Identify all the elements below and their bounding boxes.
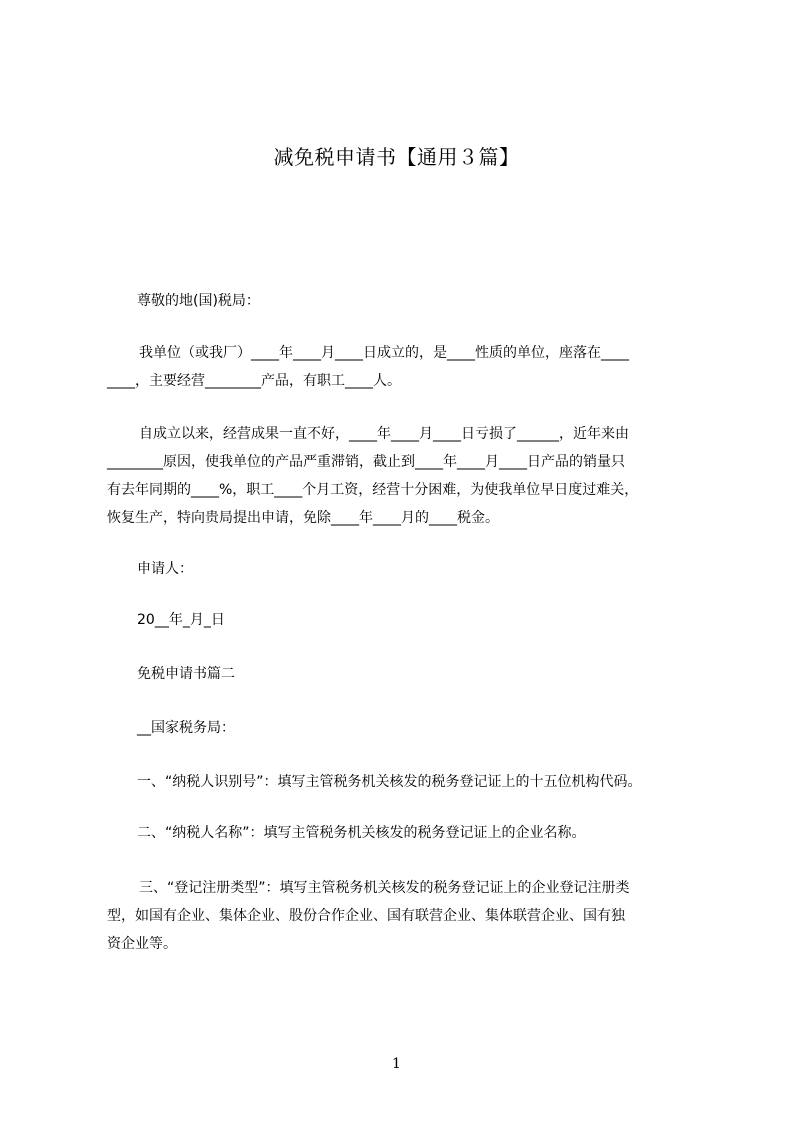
paragraph2-line1: 自成立以来，经营成果一直不好，____年____月____日亏损了______，近年来由 xyxy=(139,426,629,442)
section2-salutation: __国家税务局： xyxy=(137,720,235,736)
item3-line1: 三、“登记注册类型”：填写主管税务机关核发的税务登记证上的企业登记注册类 xyxy=(139,880,630,896)
item3-line3: 资企业等。 xyxy=(107,936,177,952)
item2-text: 二、“纳税人名称”：填写主管税务机关核发的税务登记证上的企业名称。 xyxy=(137,825,586,841)
item3-line2: 型，如国有企业、集体企业、股份合作企业、国有联营企业、集体联营企业、国有独 xyxy=(107,908,625,924)
page-number: 1 xyxy=(392,1056,401,1072)
salutation: 尊敬的地(国)税局： xyxy=(137,293,260,309)
paragraph2-line2: ________原因，使我单位的产品严重滞销，截止到____年____月____日产品的销量只 xyxy=(107,454,625,470)
paragraph1-line2: ____，主要经营________产品，有职工____人。 xyxy=(107,373,401,389)
applicant-label: 申请人： xyxy=(137,561,193,577)
section2-title: 免税申请书篇二 xyxy=(137,666,235,682)
item1-text: 一、“纳税人识别号”：填写主管税务机关核发的税务登记证上的十五位机构代码。 xyxy=(137,774,642,790)
document-title: 减免税申请书【通用３篇】 xyxy=(273,145,520,169)
paragraph2-line4: 恢复生产，特向贵局提出申请，免除____年____月的____税金。 xyxy=(107,510,499,526)
paragraph1-line1: 我单位（或我厂）____年____月____日成立的，是____性质的单位，座落在____ xyxy=(139,345,629,361)
date-line: 20__年_月_日 xyxy=(137,612,225,628)
paragraph2-line3: 有去年同期的____%，职工____个月工资，经营十分困难，为使我单位早日度过难关， xyxy=(107,482,639,498)
